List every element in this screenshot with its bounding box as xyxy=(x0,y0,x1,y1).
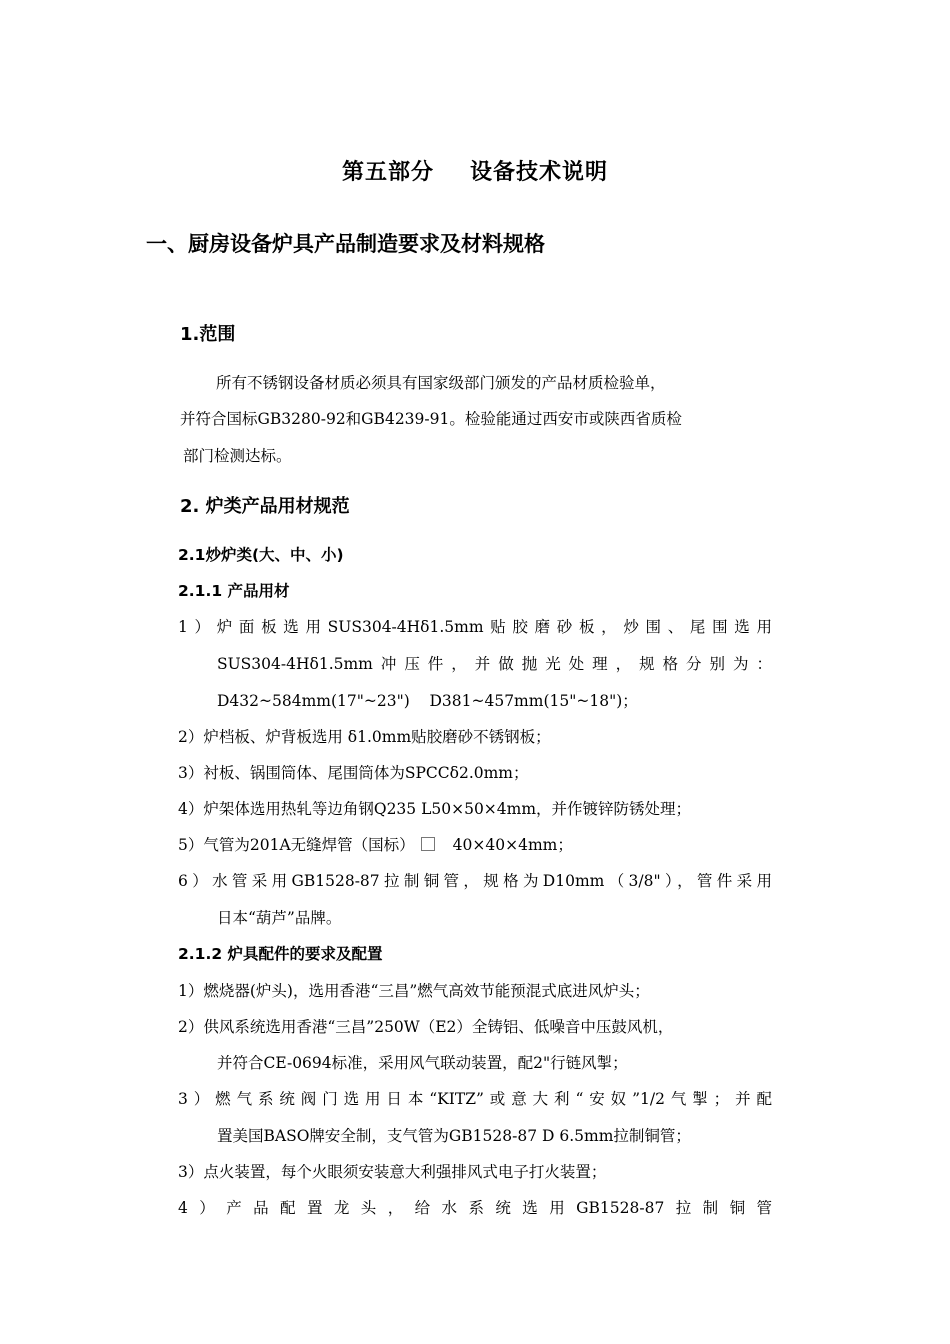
material-item-1-cont-2: D432~584mm(17"~23") D381~457mm(15"~18")； xyxy=(217,692,638,710)
page-title-part: 第五部分 xyxy=(341,160,434,185)
material-item-5 xyxy=(178,833,573,855)
subsection-heading-2-1-1: 2.1.1 产品用材 xyxy=(178,582,290,600)
section-heading-materials: 2. 炉类产品用材规范 xyxy=(180,496,350,517)
material-item-4: 4）炉架体选用热轧等边角钢Q235 L50×50×4mm，并作镀锌防锈处理； xyxy=(178,800,692,818)
config-item-2: 2）供风系统选用香港“三昌”250W（E2）全铸铝、低噪音中压鼓风机， xyxy=(178,1018,674,1036)
square-symbol-icon xyxy=(421,837,435,851)
config-item-2-cont: 并符合CE-0694标准，采用风气联动装置，配2"行链风掣； xyxy=(217,1054,628,1072)
config-item-3: 3）燃气系统阀门选用日本“KITZ”或意大利“安奴”1/2气掣；并配 xyxy=(178,1090,772,1108)
subsection-heading-2-1: 2.1炒炉类(大、中、小) xyxy=(178,546,344,564)
material-item-5-text: 5）气管为201A无缝焊管（国标） xyxy=(178,836,415,854)
config-item-3-cont: 置美国BASO牌安全制，支气管为GB1528-87 D 6.5mm拉制铜管； xyxy=(217,1127,691,1145)
material-item-6-cont: 日本“葫芦”品牌。 xyxy=(217,909,342,927)
config-item-4: 4）产品配置龙头，给水系统选用GB1528-87拉制铜管 xyxy=(178,1199,772,1217)
material-item-1: 1）炉面板选用SUS304-4Hδ1.5mm贴胶磨砂板，炒围、尾围选用 xyxy=(178,618,772,636)
material-item-2: 2）炉档板、炉背板选用 δ1.0mm贴胶磨砂不锈钢板； xyxy=(178,728,551,746)
scope-line-2: 并符合国标GB3280-92和GB4239-91。检验能通过西安市或陕西省质检 xyxy=(180,410,682,428)
subsection-heading-2-1-2: 2.1.2 炉具配件的要求及配置 xyxy=(178,945,383,963)
material-item-6: 6）水管采用GB1528-87拉制铜管，规格为D10mm（3/8"），管件采用 xyxy=(178,872,772,890)
material-item-1-cont-1: SUS304-4Hδ1.5mm冲压件，并做抛光处理，规格分别为： xyxy=(217,655,772,673)
material-item-3: 3）衬板、锅围筒体、尾围筒体为SPCCδ2.0mm； xyxy=(178,764,529,782)
config-item-1: 1）燃烧器(炉头)，选用香港“三昌”燃气高效节能预混式底进风炉头； xyxy=(178,982,650,1000)
scope-line-3: 部门检测达标。 xyxy=(183,447,292,465)
page-title-name: 设备技术说明 xyxy=(470,160,609,185)
page-title xyxy=(0,155,950,186)
chapter-heading: 一、厨房设备炉具产品制造要求及材料规格 xyxy=(146,232,545,256)
config-item-3b: 3）点火装置，每个火眼须安装意大利强排风式电子打火装置； xyxy=(178,1163,607,1181)
section-heading-scope: 1.范围 xyxy=(180,324,236,345)
scope-line-1: 所有不锈钢设备材质必须具有国家级部门颁发的产品材质检验单， xyxy=(216,374,666,392)
material-item-5-size: 40×40×4mm； xyxy=(452,836,573,854)
